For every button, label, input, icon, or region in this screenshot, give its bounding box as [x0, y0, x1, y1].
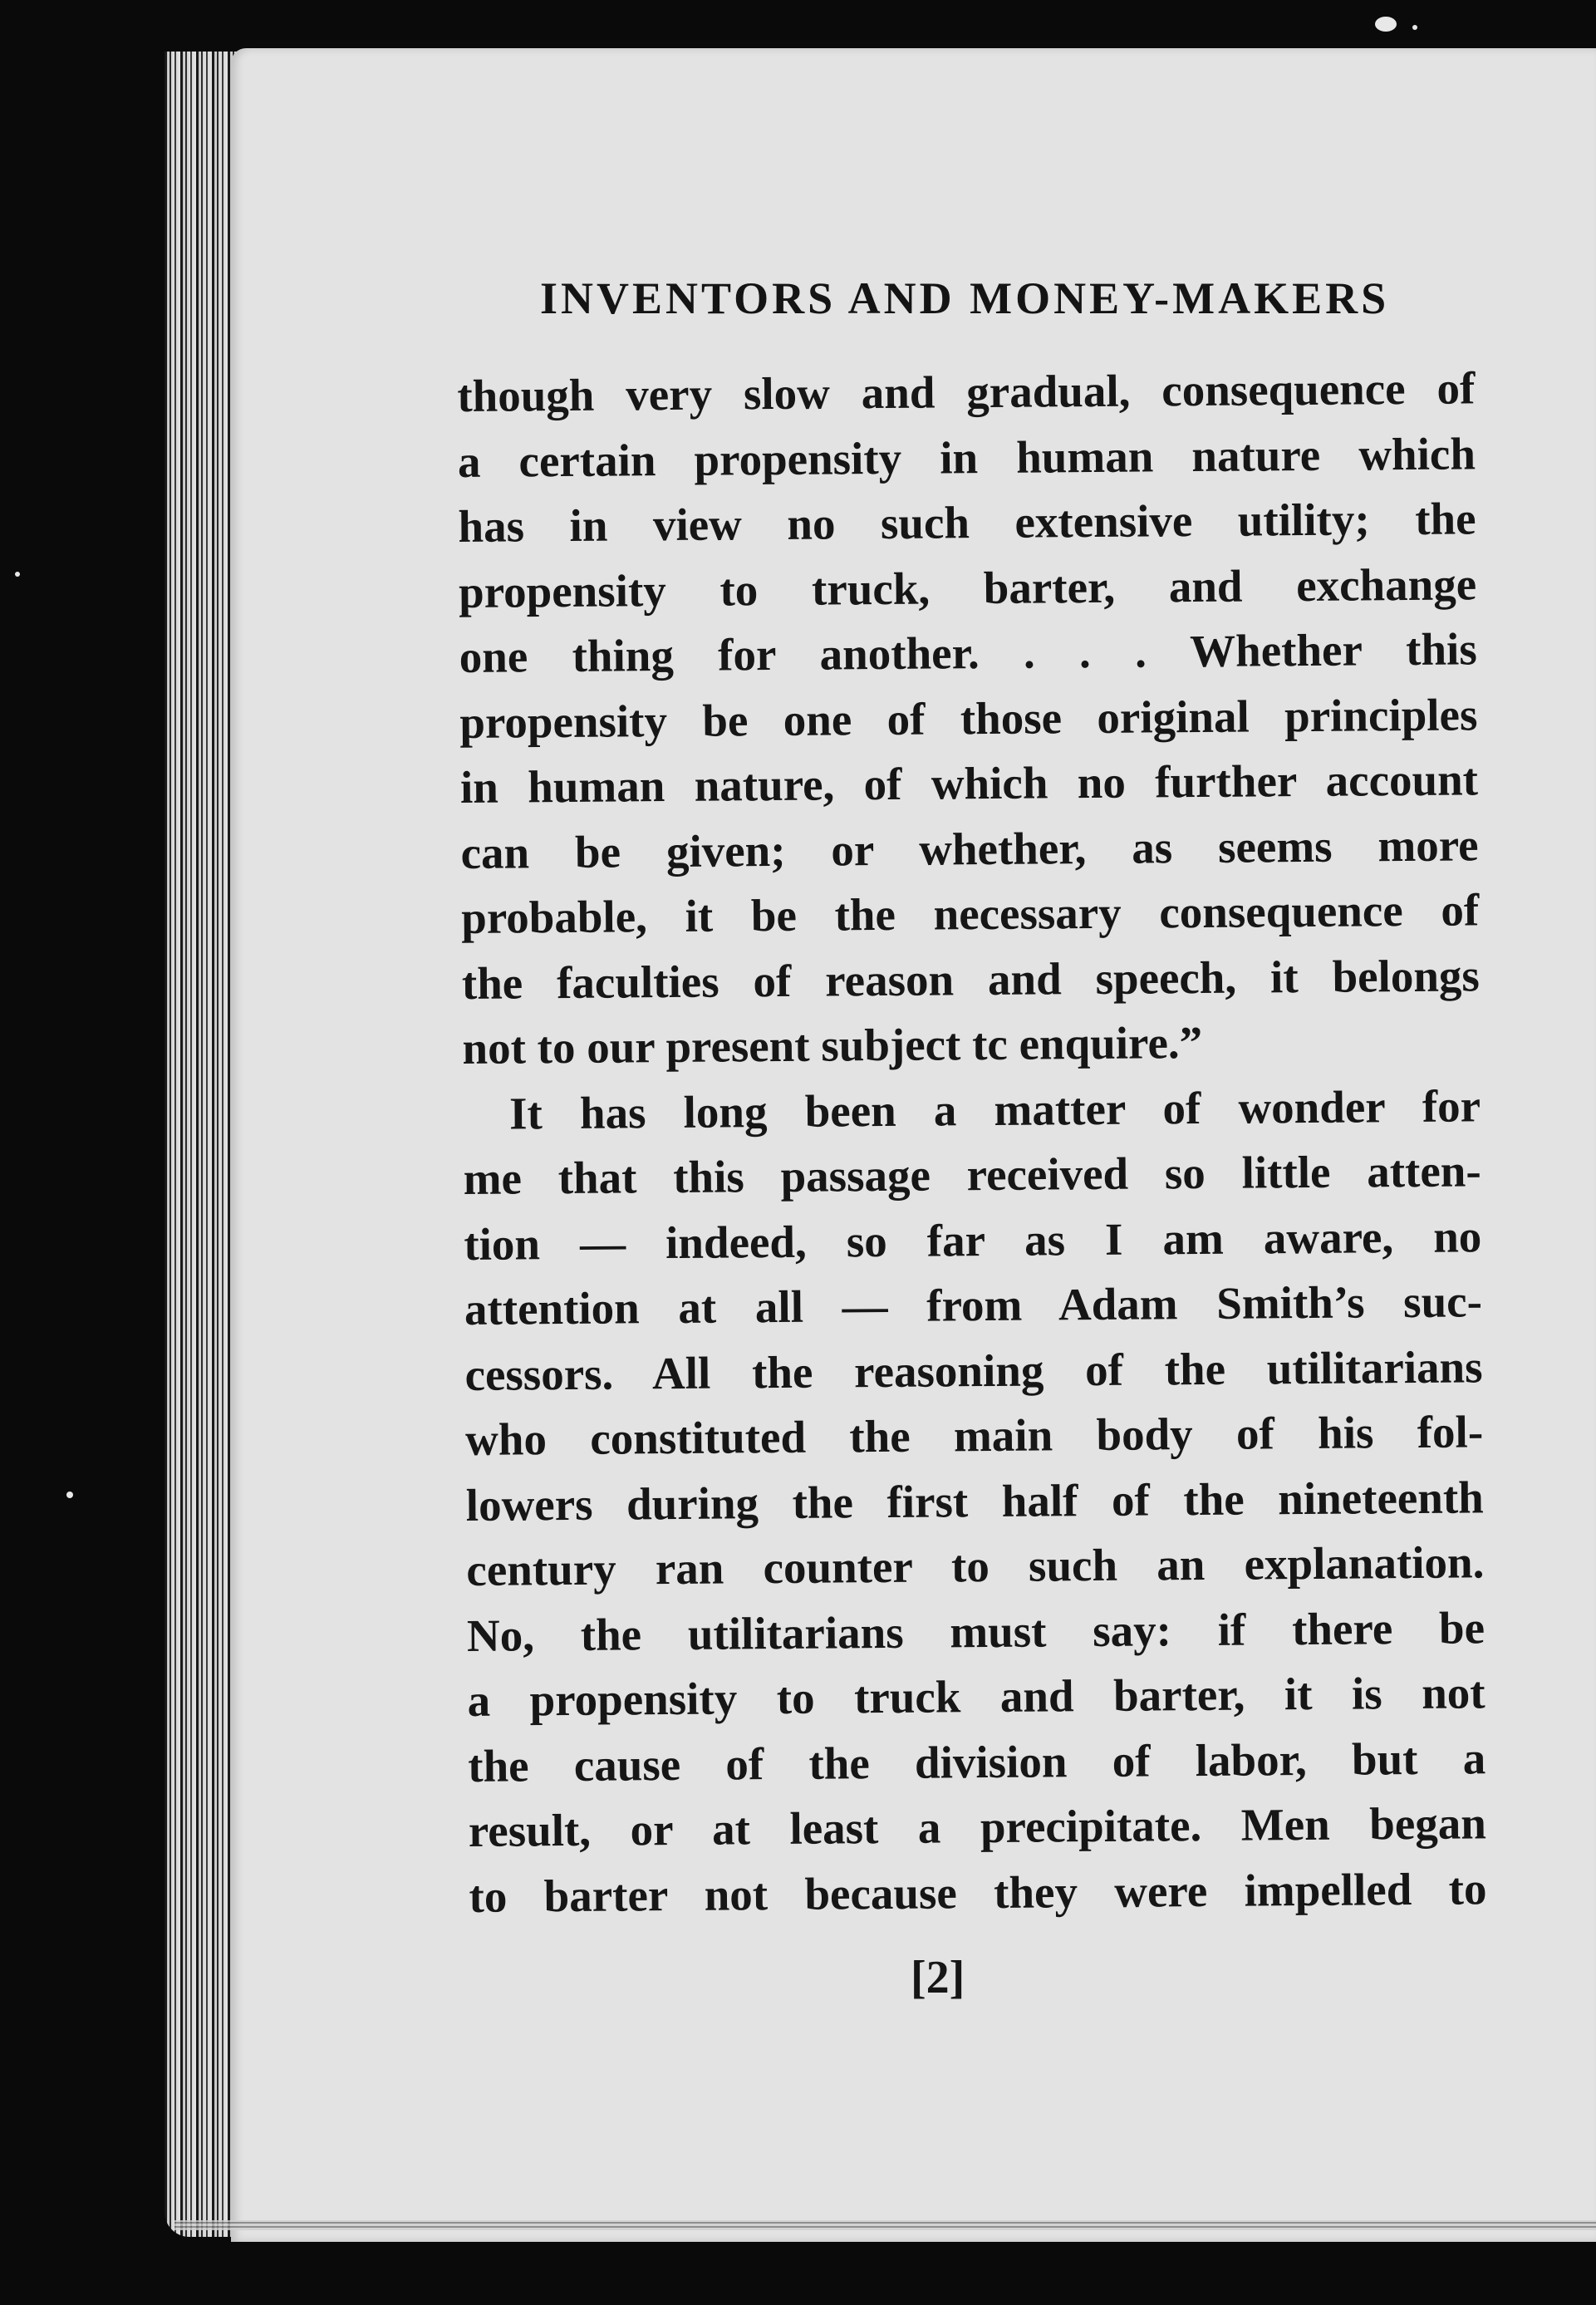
text-line: one thing for another. . . . Whether this [459, 623, 1477, 682]
text-line: though very slow and gradual, consequence of [457, 362, 1476, 421]
book-bottom-edge [174, 2220, 1596, 2230]
book-page-edges [165, 52, 239, 2237]
text-line: a propensity to truck and barter, it is not [467, 1667, 1486, 1726]
scanner-speck [66, 1492, 73, 1498]
text-line: the faculties of reason and speech, it belongs [461, 949, 1481, 1009]
text-line: result, or at least a precipitate. Men began [468, 1797, 1487, 1856]
text-line: probable, it be the necessary consequence of [460, 884, 1480, 943]
text-line: No, the utilitarians must say: if there be [466, 1601, 1486, 1661]
text-line: It has long been a matter of wonder for [508, 1079, 1481, 1139]
text-line: to barter not because they were impelled to [469, 1862, 1487, 1922]
text-line: has in view no such extensive utility; the [458, 493, 1476, 552]
scanner-speck [1375, 17, 1397, 32]
scanner-speck [15, 572, 20, 577]
text-line: lowers during the first half of the nineteenth [465, 1471, 1484, 1531]
text-line: century ran counter to such an explanation. [466, 1536, 1485, 1595]
text-line: propensity to truck, barter, and exchange [458, 558, 1477, 617]
text-line: cessors. All the reasoning of the utilitarians [464, 1340, 1483, 1400]
text-line: me that this passage received so little atten- [463, 1145, 1481, 1204]
running-head: INVENTORS AND MONEY-MAKERS [540, 273, 1390, 323]
scanner-speck [1412, 25, 1417, 30]
text-line: tion — indeed, so far as I am aware, no [464, 1210, 1482, 1270]
text-line: can be given; or whether, as seems more [460, 818, 1479, 878]
text-line: who constituted the main body of his fol- [464, 1406, 1484, 1465]
text-line: in human nature, of which no further account [459, 754, 1479, 813]
text-line: a certain propensity in human nature which [457, 427, 1476, 487]
text-line: not to our present subject tc enquire.” [462, 1016, 1203, 1074]
page-number: [2] [911, 1952, 965, 2003]
text-line: the cause of the division of labor, but a [468, 1732, 1486, 1791]
body-text [457, 356, 1487, 1929]
text-line: propensity be one of those original principles [459, 688, 1478, 748]
text-line: attention at all — from Adam Smith’s suc- [464, 1275, 1483, 1334]
